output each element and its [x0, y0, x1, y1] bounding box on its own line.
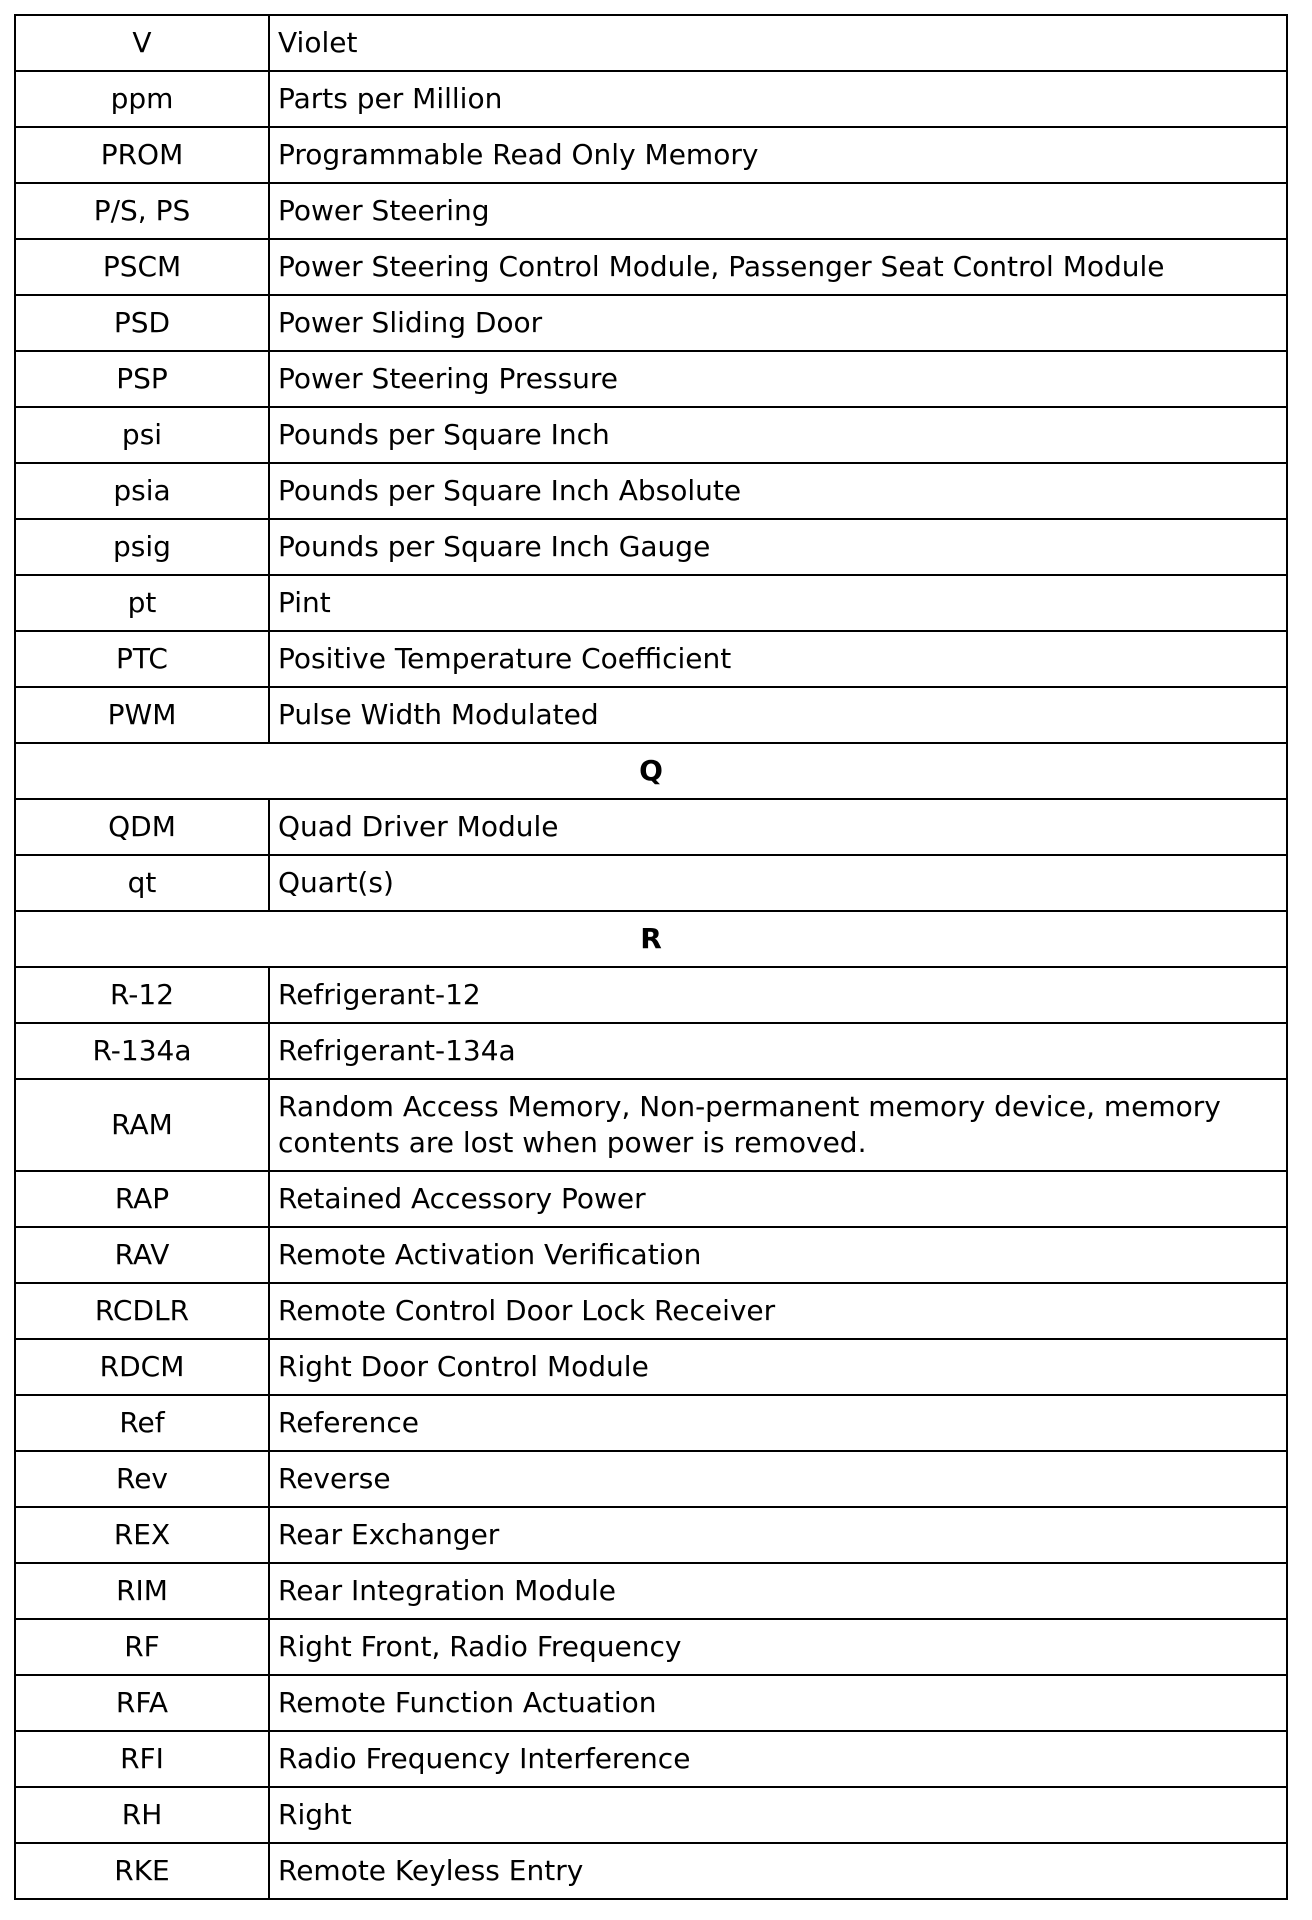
definition-cell: Pounds per Square Inch: [269, 407, 1287, 463]
table-row: [15, 1843, 1287, 1899]
abbreviation-cell: psi: [15, 407, 269, 463]
definition-cell: Power Steering: [269, 183, 1287, 239]
table-row: [15, 1787, 1287, 1843]
table-row: [15, 1227, 1287, 1283]
table-row: [15, 1507, 1287, 1563]
abbreviation-cell: REX: [15, 1507, 269, 1563]
definition-cell: Pint: [269, 575, 1287, 631]
table-row: [15, 351, 1287, 407]
table-row: [15, 463, 1287, 519]
table-row: [15, 15, 1287, 71]
table-row: [15, 519, 1287, 575]
abbreviation-cell: Rev: [15, 1451, 269, 1507]
definition-cell: Remote Function Actuation: [269, 1675, 1287, 1731]
definition-cell: Refrigerant-12: [269, 967, 1287, 1023]
table-row: [15, 127, 1287, 183]
abbreviation-cell: RFA: [15, 1675, 269, 1731]
abbreviation-cell: RAV: [15, 1227, 269, 1283]
abbreviation-cell: ppm: [15, 71, 269, 127]
definition-cell: Radio Frequency Interference: [269, 1731, 1287, 1787]
abbreviation-cell: PSP: [15, 351, 269, 407]
abbreviation-cell: R-12: [15, 967, 269, 1023]
table-row: [15, 1731, 1287, 1787]
table-row: [15, 1079, 1287, 1171]
table-row: [15, 1023, 1287, 1079]
abbreviation-cell: RAP: [15, 1171, 269, 1227]
abbreviation-cell: psig: [15, 519, 269, 575]
section-letter: Q: [15, 743, 1287, 799]
definition-cell: Quad Driver Module: [269, 799, 1287, 855]
abbreviation-cell: RDCM: [15, 1339, 269, 1395]
section-header-row: [15, 743, 1287, 799]
abbreviation-cell: QDM: [15, 799, 269, 855]
definition-cell: Pounds per Square Inch Absolute: [269, 463, 1287, 519]
abbreviation-cell: qt: [15, 855, 269, 911]
table-row: [15, 1675, 1287, 1731]
definition-cell: Pounds per Square Inch Gauge: [269, 519, 1287, 575]
definition-cell: Positive Temperature Coefficient: [269, 631, 1287, 687]
table-row: [15, 1619, 1287, 1675]
abbreviation-cell: RH: [15, 1787, 269, 1843]
table-row: [15, 687, 1287, 743]
definition-cell: Reference: [269, 1395, 1287, 1451]
definition-cell: Pulse Width Modulated: [269, 687, 1287, 743]
abbreviation-cell: PROM: [15, 127, 269, 183]
abbreviation-cell: Ref: [15, 1395, 269, 1451]
definition-cell: Power Sliding Door: [269, 295, 1287, 351]
table-row: [15, 799, 1287, 855]
definition-cell: Right Front, Radio Frequency: [269, 1619, 1287, 1675]
definition-cell: Quart(s): [269, 855, 1287, 911]
table-row: [15, 71, 1287, 127]
abbreviation-cell: P/S, PS: [15, 183, 269, 239]
section-header-row: [15, 911, 1287, 967]
abbreviation-cell: R-134a: [15, 1023, 269, 1079]
table-row: [15, 1171, 1287, 1227]
definition-cell: Power Steering Control Module, Passenger Seat Control Module: [269, 239, 1287, 295]
table-row: [15, 1451, 1287, 1507]
table-row: [15, 183, 1287, 239]
definition-cell: Remote Control Door Lock Receiver: [269, 1283, 1287, 1339]
definition-cell: Rear Integration Module: [269, 1563, 1287, 1619]
table-row: [15, 575, 1287, 631]
abbreviation-cell: PSD: [15, 295, 269, 351]
abbreviation-cell: PTC: [15, 631, 269, 687]
table-row: [15, 1283, 1287, 1339]
abbreviation-cell: RFI: [15, 1731, 269, 1787]
definition-cell: Refrigerant-134a: [269, 1023, 1287, 1079]
definition-cell: Power Steering Pressure: [269, 351, 1287, 407]
abbreviation-cell: PSCM: [15, 239, 269, 295]
table-row: [15, 295, 1287, 351]
definition-cell: Remote Keyless Entry: [269, 1843, 1287, 1899]
definition-cell: Remote Activation Verification: [269, 1227, 1287, 1283]
table-row: [15, 631, 1287, 687]
abbreviation-cell: RF: [15, 1619, 269, 1675]
definition-cell: Programmable Read Only Memory: [269, 127, 1287, 183]
definition-cell: Reverse: [269, 1451, 1287, 1507]
definition-cell: Parts per Million: [269, 71, 1287, 127]
definition-cell: Right Door Control Module: [269, 1339, 1287, 1395]
abbreviations-table: [14, 14, 1288, 1900]
abbreviation-cell: RCDLR: [15, 1283, 269, 1339]
abbreviation-cell: RAM: [15, 1079, 269, 1171]
definition-cell: Random Access Memory, Non-permanent memory device, memory contents are lost when power is removed.: [269, 1079, 1287, 1171]
table-row: [15, 855, 1287, 911]
table-row: [15, 1339, 1287, 1395]
abbreviation-cell: PWM: [15, 687, 269, 743]
table-row: [15, 1563, 1287, 1619]
table-row: [15, 407, 1287, 463]
definition-cell: Violet: [269, 15, 1287, 71]
definition-cell: Retained Accessory Power: [269, 1171, 1287, 1227]
table-row: [15, 1395, 1287, 1451]
section-letter: R: [15, 911, 1287, 967]
abbreviation-cell: psia: [15, 463, 269, 519]
definition-cell: Rear Exchanger: [269, 1507, 1287, 1563]
abbreviation-cell: RIM: [15, 1563, 269, 1619]
table-row: [15, 239, 1287, 295]
table-row: [15, 967, 1287, 1023]
definition-cell: Right: [269, 1787, 1287, 1843]
abbreviation-cell: V: [15, 15, 269, 71]
abbreviations-table-body: [15, 15, 1287, 1899]
abbreviation-cell: pt: [15, 575, 269, 631]
abbreviation-cell: RKE: [15, 1843, 269, 1899]
